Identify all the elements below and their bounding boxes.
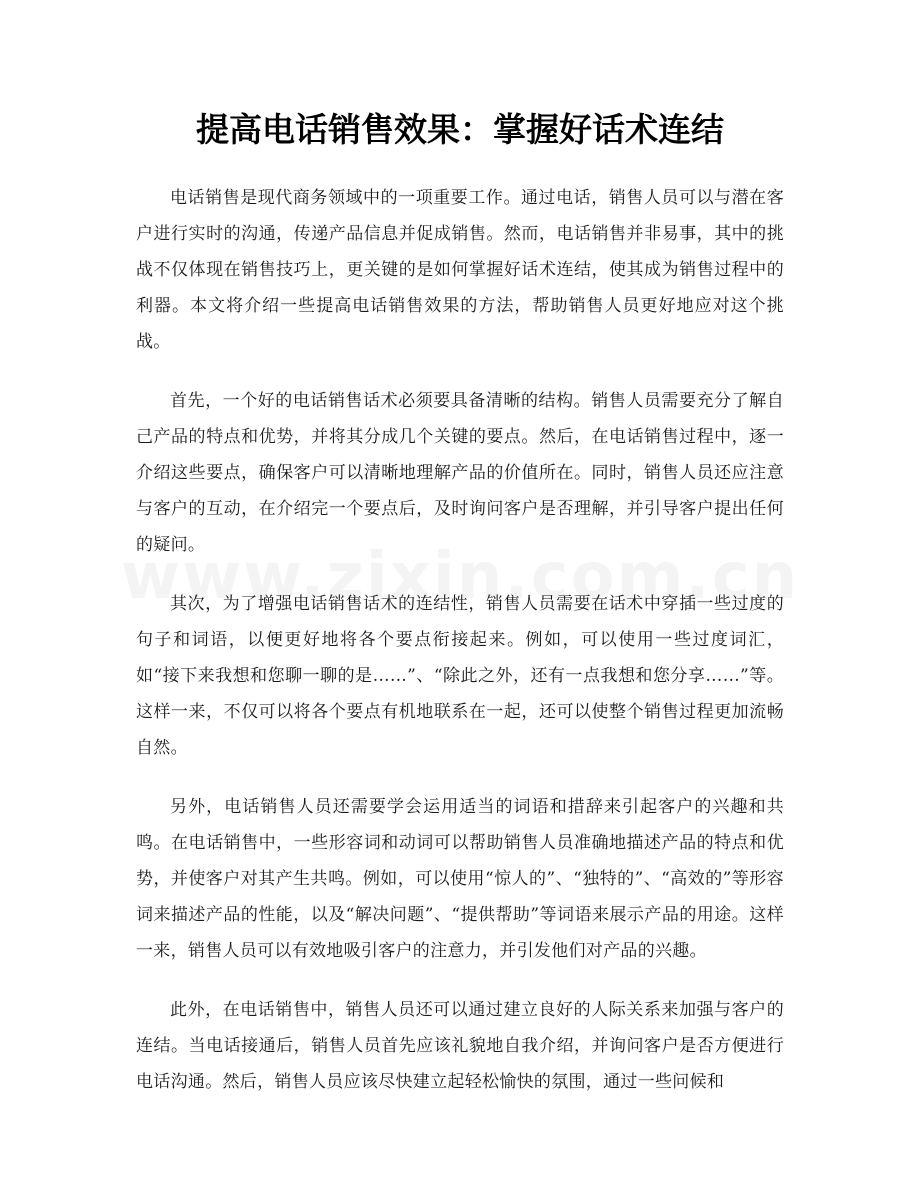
paragraph-4: 另外，电话销售人员还需要学会运用适当的词语和措辞来引起客户的兴趣和共鸣。在电话销售中，一些形容词和动词可以帮助销售人员准确地描述产品的特点和优势，并使客户对其产生共鸣。例如，可以使用“惊人的”、“独特的”、“高效的”等形容词来描述产品的性能，以及“解决问题”、“提供帮助”等词语来展示产品的用途。这样一来，销售人员可以有效地吸引客户的注意力，并引发他们对产品的兴趣。 [136,797,784,961]
paragraph-1: 电话销售是现代商务领域中的一项重要工作。通过电话，销售人员可以与潜在客户进行实时的沟通，传递产品信息并促成销售。然而，电话销售并非易事，其中的挑战不仅体现在销售技巧上，更关键的是如何掌握好话术连结，使其成为销售过程中的利器。本文将介绍一些提高电话销售效果的方法，帮助销售人员更好地应对这个挑战。 [136,188,784,352]
document-body [136,180,784,1123]
paragraph-5: 此外，在电话销售中，销售人员还可以通过建立良好的人际关系来加强与客户的连结。当电话接通后，销售人员首先应该礼貌地自我介绍，并询问客户是否方便进行电话沟通。然后，销售人员应该尽快建立起轻松愉快的氛围，通过一些问候和 [136,1000,784,1092]
document-title: 提高电话销售效果：掌握好话术连结 [196,110,724,149]
paragraph-2: 首先，一个好的电话销售话术必须要具备清晰的结构。销售人员需要充分了解自己产品的特点和优势，并将其分成几个关键的要点。然后，在电话销售过程中，逐一介绍这些要点，确保客户可以清晰地理解产品的价值所在。同时，销售人员还应注意与客户的互动，在介绍完一个要点后，及时询问客户是否理解，并引导客户提出任何的疑问。 [136,391,784,555]
paragraph-3: 其次，为了增强电话销售话术的连结性，销售人员需要在话术中穿插一些过度的句子和词语，以便更好地将各个要点衔接起来。例如，可以使用一些过度词汇，如“接下来我想和您聊一聊的是……”、“除此之外，还有一点我想和您分享……”等。这样一来，不仅可以将各个要点有机地联系在一起，还可以使整个销售过程更加流畅自然。 [136,594,784,758]
